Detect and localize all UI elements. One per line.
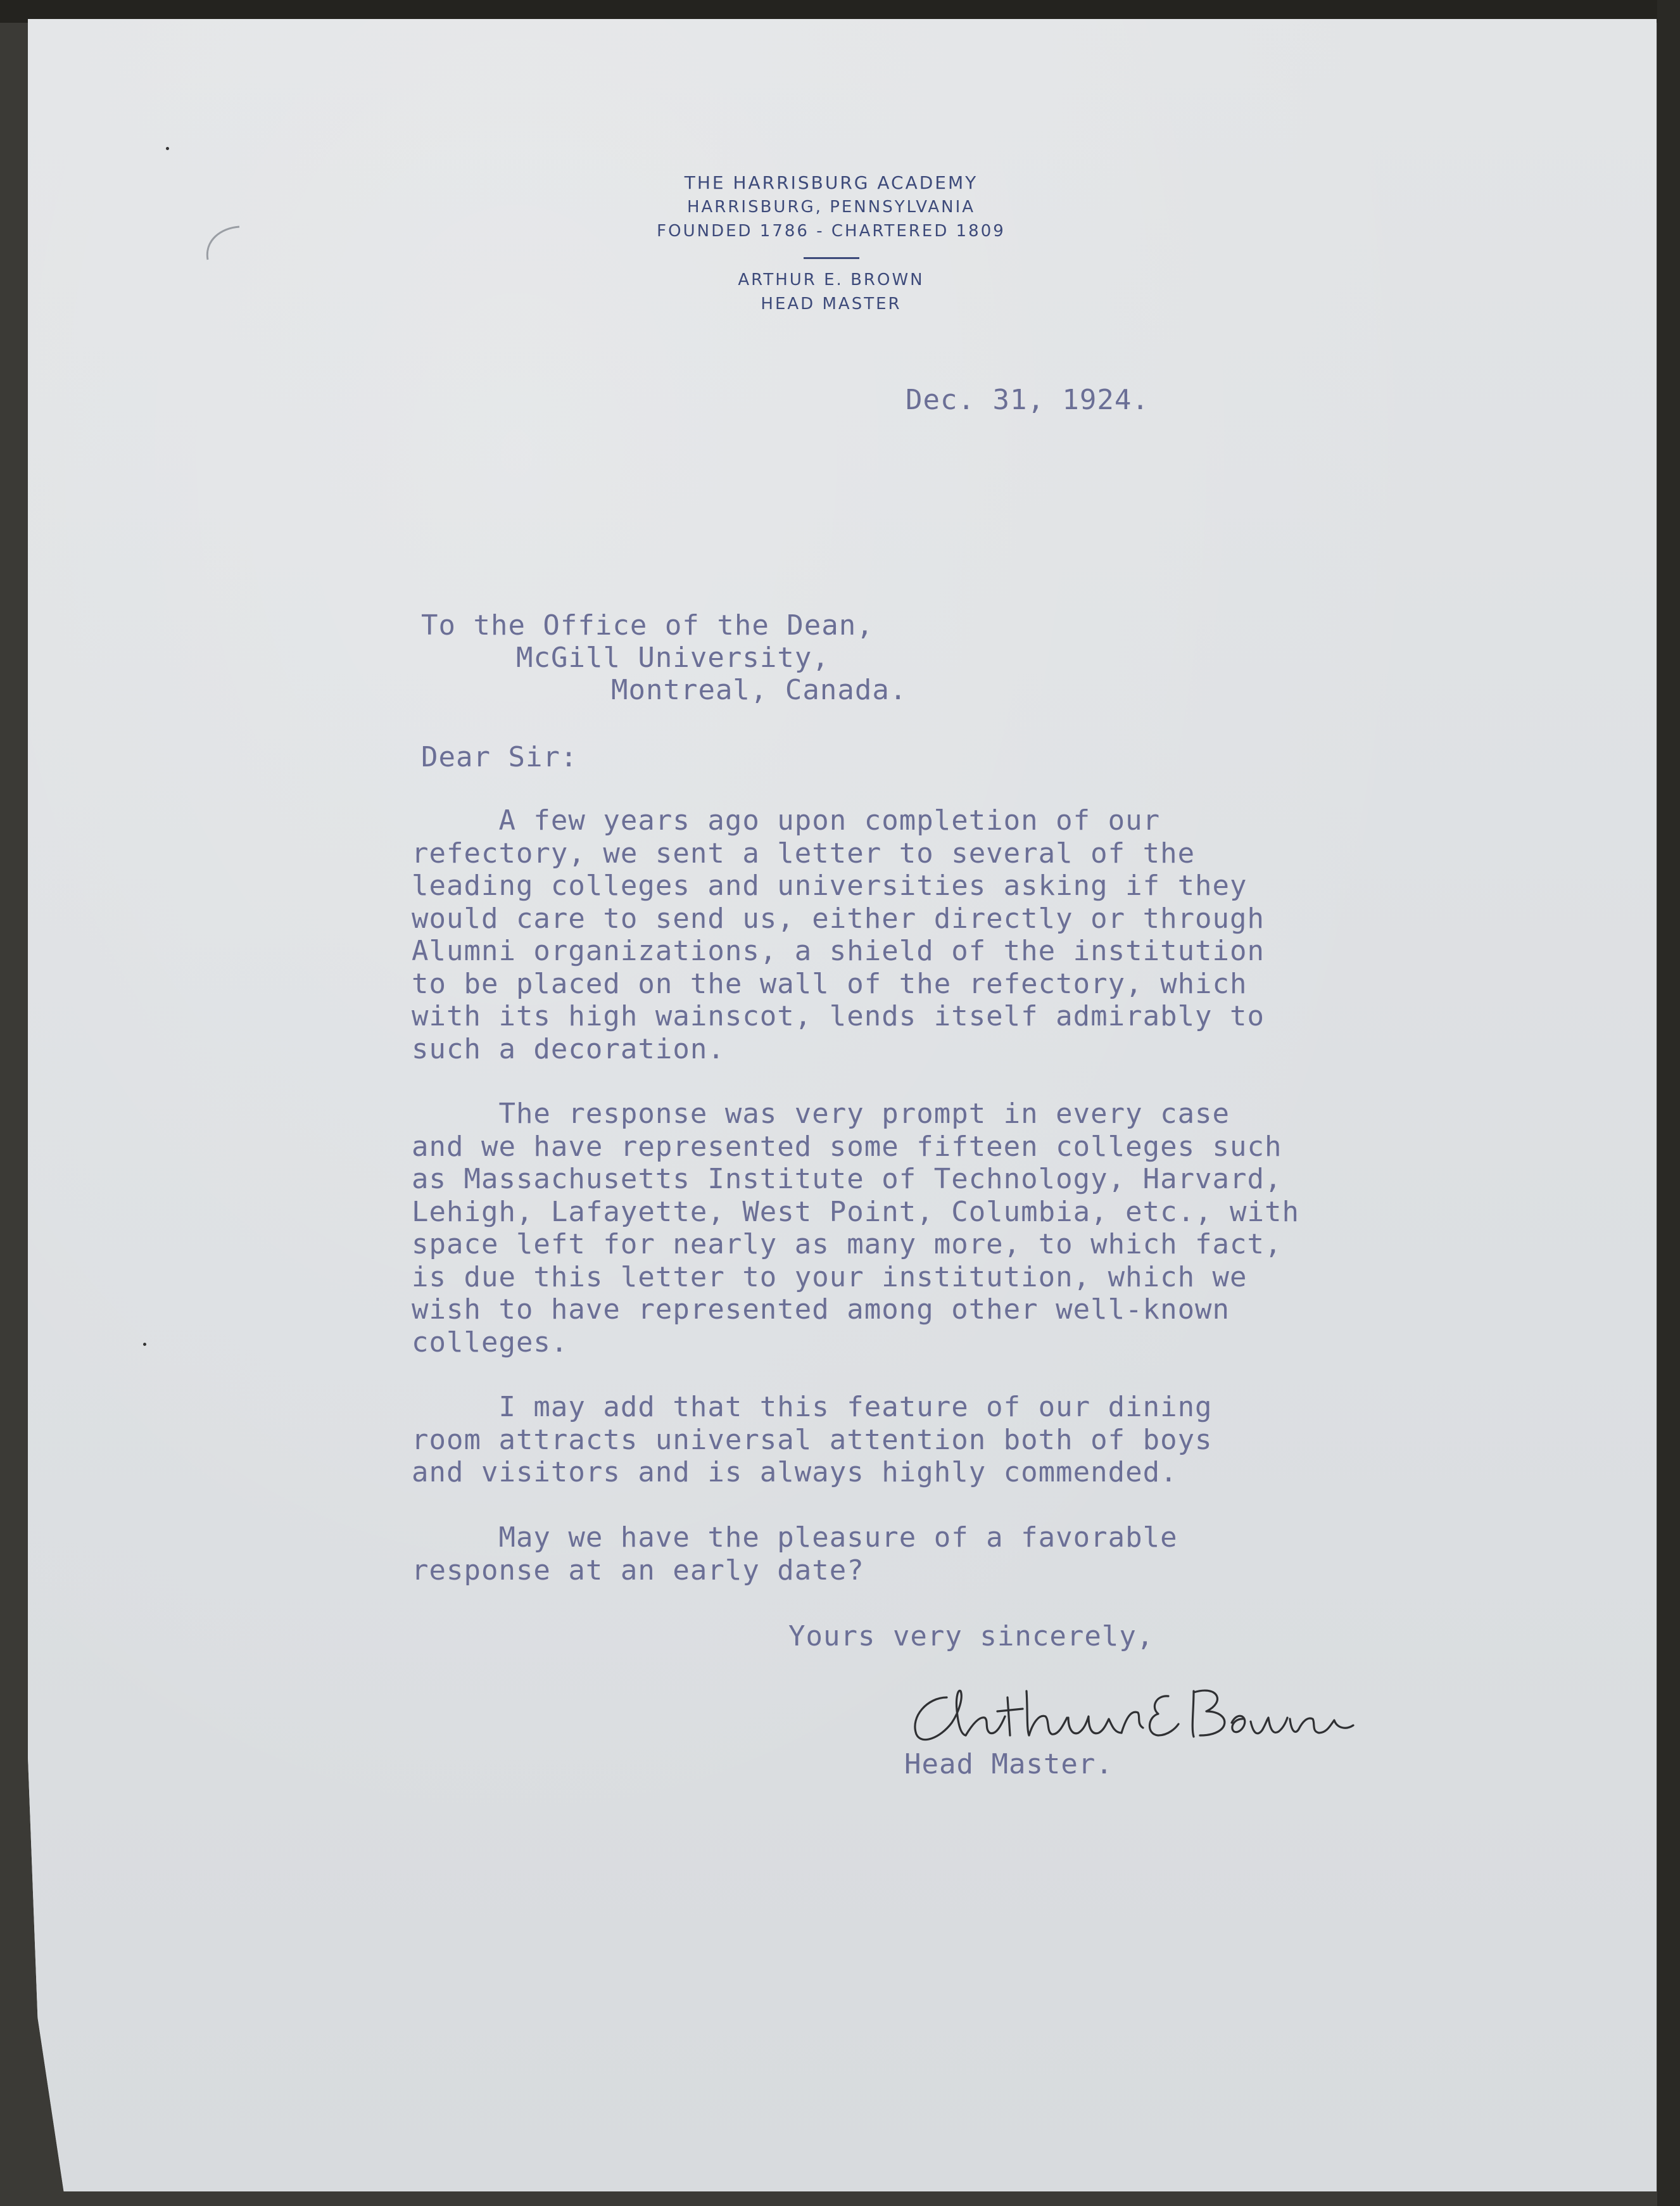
body-line: A few years ago upon completion of our [412, 804, 1161, 837]
body-line: colleges. [412, 1326, 569, 1359]
recipient-line: Montreal, Canada. [611, 674, 907, 706]
body-line: would care to send us, either directly or through [412, 902, 1265, 935]
body-line: and visitors and is always highly commended. [412, 1456, 1178, 1488]
letterhead-head-title: HEAD MASTER [761, 295, 902, 314]
body-line: and we have represented some fifteen colleges such [412, 1130, 1282, 1163]
body-line: refectory, we sent a letter to several of the [412, 837, 1196, 870]
body-line: to be placed on the wall of the refectory, which [412, 967, 1247, 1000]
signer-title: Head Master. [904, 1748, 1113, 1780]
body-paragraph [412, 1098, 1299, 1359]
recipient-line: To the Office of the Dean, [421, 609, 874, 642]
closing: Yours very sincerely, [788, 1620, 1154, 1652]
body-line: response at an early date? [412, 1554, 864, 1587]
body-line: such a decoration. [412, 1032, 725, 1065]
body-line: I may add that this feature of our dining [412, 1391, 1213, 1423]
letterhead-location: HARRISBURG, PENNSYLVANIA [686, 198, 976, 217]
body-line: room attracts universal attention both of boys [412, 1423, 1213, 1456]
body-line: May we have the pleasure of a favorable [412, 1521, 1178, 1554]
body-line: with its high wainscot, lends itself admirably to [412, 1000, 1265, 1032]
recipient-line: McGill University, [516, 642, 830, 674]
letterhead-founded: FOUNDED 1786 - CHARTERED 1809 [657, 222, 1006, 241]
body-paragraph [412, 804, 1265, 1065]
letterhead-divider [804, 257, 859, 259]
body-line: The response was very prompt in every case [412, 1098, 1230, 1130]
body-paragraph [412, 1521, 1178, 1587]
paper-speck [143, 1343, 146, 1346]
handwritten-signature [902, 1672, 1365, 1754]
letterhead [0, 171, 1680, 316]
scanner-backdrop-right [1657, 0, 1680, 2206]
salutation: Dear Sir: [421, 741, 578, 773]
body-line: leading colleges and universities asking if they [412, 870, 1247, 902]
body-line: is due this letter to your institution, which we [412, 1260, 1247, 1293]
letter-date: Dec. 31, 1924. [906, 384, 1149, 416]
body-paragraph [412, 1391, 1213, 1489]
body-line: Alumni organizations, a shield of the institution [412, 935, 1265, 967]
letterhead-head-name: ARTHUR E. BROWN [738, 270, 925, 289]
letterhead-institution: THE HARRISBURG ACADEMY [684, 172, 978, 193]
body-line: space left for nearly as many more, to which fact, [412, 1228, 1282, 1260]
body-line: wish to have represented among other well-known [412, 1293, 1230, 1326]
paper-speck [166, 147, 169, 150]
body-line: Lehigh, Lafayette, West Point, Columbia, etc., with [412, 1195, 1300, 1228]
body-line: as Massachusetts Institute of Technology, Harvard, [412, 1163, 1282, 1195]
